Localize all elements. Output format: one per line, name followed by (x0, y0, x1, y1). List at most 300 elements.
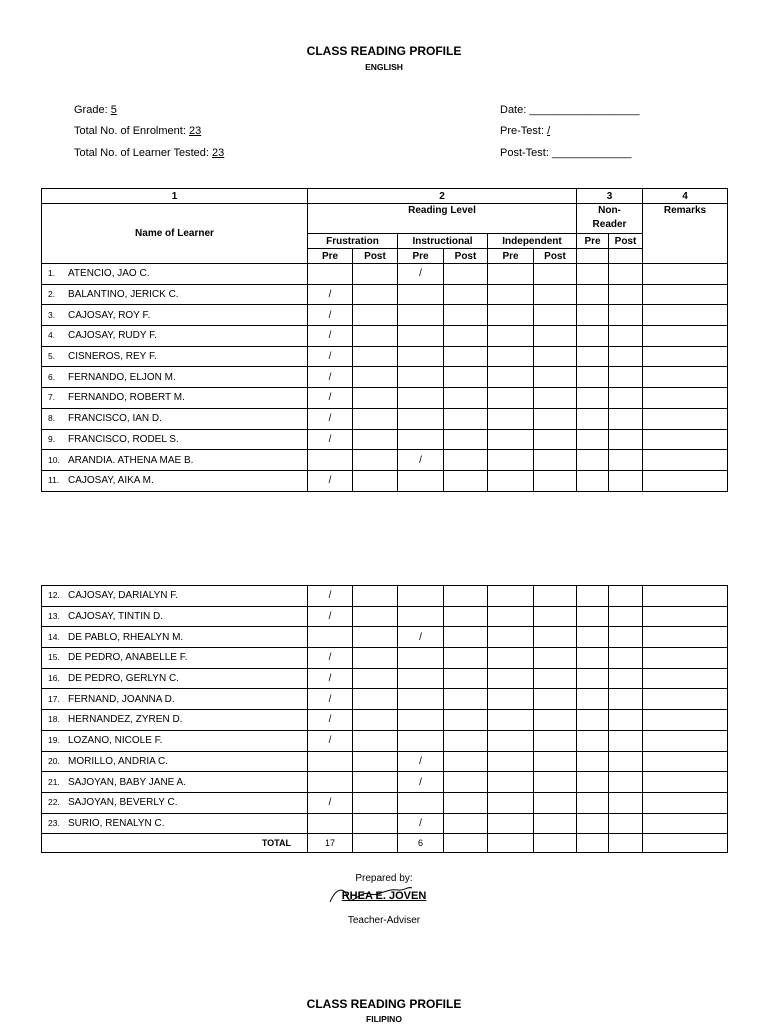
mark-cell (643, 450, 728, 471)
mark-cell: / (308, 284, 353, 305)
mark-cell (444, 689, 488, 710)
mark-cell (353, 388, 398, 409)
mark-cell (353, 586, 398, 607)
mark-cell (534, 751, 577, 772)
mark-cell (444, 730, 488, 751)
mark-cell (577, 305, 609, 326)
learner-name: FERNANDO, ROBERT M. (68, 392, 185, 404)
mark-cell (398, 367, 444, 388)
page2-title: CLASS READING PROFILE (306, 997, 462, 1011)
pretest-value: / (547, 125, 551, 137)
mark-cell (398, 689, 444, 710)
table-row (42, 648, 728, 669)
learner-name: SAJOYAN, BABY JANE A. (68, 776, 187, 788)
mark-cell (577, 367, 609, 388)
learner-name: CAJOSAY, TINTIN D. (68, 611, 164, 623)
mark-cell (488, 668, 534, 689)
mark-cell (643, 792, 728, 813)
table-row (42, 606, 728, 627)
learner-number: 19. (48, 735, 60, 746)
non-reader-pre-header: Pre (577, 234, 609, 249)
learner-name-cell (42, 450, 308, 471)
mark-cell (353, 450, 398, 471)
learner-name-cell (42, 305, 308, 326)
mark-cell (308, 450, 353, 471)
mark-cell (577, 792, 609, 813)
learner-name: ARANDIA. ATHENA MAE B. (68, 454, 194, 466)
mark-cell (577, 470, 609, 491)
remarks-header: Remarks (643, 204, 728, 264)
mark-cell (444, 367, 488, 388)
frustration-header: Frustration (308, 234, 398, 249)
posttest-info (500, 147, 632, 159)
mark-cell (353, 408, 398, 429)
mark-cell (353, 813, 398, 834)
grade-label: Grade: (74, 104, 111, 116)
learner-number: 20. (48, 755, 60, 766)
learner-number: 1. (48, 268, 56, 279)
pretest-label: Pre-Test: (500, 125, 548, 137)
enrolment-label: Total No. of Enrolment: (74, 125, 189, 137)
mark-cell (609, 792, 643, 813)
total-value (609, 834, 643, 853)
total-value (577, 834, 609, 853)
learner-name-cell (42, 648, 308, 669)
signatory-role: Teacher-Adviser (347, 915, 421, 926)
table-row (42, 792, 728, 813)
mark-cell (534, 305, 577, 326)
learner-name: HERNANDEZ, ZYREN D. (68, 714, 183, 726)
mark-cell (577, 346, 609, 367)
mark-cell (353, 264, 398, 285)
mark-cell (398, 284, 444, 305)
total-value (444, 834, 488, 853)
learner-name-cell (42, 264, 308, 285)
learner-name-cell (42, 792, 308, 813)
independent-post-header: Post (534, 249, 577, 264)
learner-name: FRANCISCO, IAN D. (68, 413, 162, 425)
mark-cell (488, 305, 534, 326)
empty-header-cell (609, 249, 643, 264)
column-number-1: 1 (42, 189, 308, 204)
table-row (42, 367, 728, 388)
learner-number: 2. (48, 289, 56, 300)
table-row (42, 326, 728, 347)
mark-cell (609, 388, 643, 409)
mark-cell (534, 606, 577, 627)
table-row (42, 772, 728, 793)
mark-cell (609, 648, 643, 669)
non-reader-header: Non- Reader (577, 204, 643, 234)
mark-cell (643, 689, 728, 710)
mark-cell (444, 326, 488, 347)
learner-name-cell (42, 730, 308, 751)
learner-number: 22. (48, 797, 60, 808)
enrolment-value: 23 (188, 125, 202, 137)
learner-name-cell (42, 772, 308, 793)
table-row (42, 450, 728, 471)
table-row (42, 689, 728, 710)
mark-cell (577, 429, 609, 450)
learner-number: 3. (48, 309, 56, 320)
mark-cell (353, 668, 398, 689)
learner-name-cell (42, 627, 308, 648)
mark-cell (609, 751, 643, 772)
mark-cell (444, 606, 488, 627)
learner-number: 11. (48, 475, 60, 486)
learner-name-cell (42, 408, 308, 429)
mark-cell (643, 284, 728, 305)
mark-cell (444, 668, 488, 689)
table-row (42, 429, 728, 450)
mark-cell (643, 668, 728, 689)
mark-cell (609, 367, 643, 388)
total-value (643, 834, 728, 853)
mark-cell (353, 367, 398, 388)
mark-cell (609, 772, 643, 793)
learner-name-cell (42, 751, 308, 772)
mark-cell (488, 346, 534, 367)
mark-cell (488, 284, 534, 305)
mark-cell (444, 710, 488, 731)
prepared-by-label: Prepared by: (355, 873, 413, 884)
mark-cell (577, 710, 609, 731)
mark-cell (353, 429, 398, 450)
mark-cell (643, 606, 728, 627)
mark-cell (643, 751, 728, 772)
mark-cell (488, 772, 534, 793)
mark-cell (353, 689, 398, 710)
learner-name-cell (42, 689, 308, 710)
page-subject: ENGLISH (365, 62, 403, 72)
mark-cell (308, 772, 353, 793)
mark-cell: / (398, 813, 444, 834)
mark-cell: / (308, 668, 353, 689)
learner-number: 10. (48, 454, 60, 465)
mark-cell (609, 668, 643, 689)
mark-cell: / (398, 264, 444, 285)
mark-cell (353, 648, 398, 669)
independent-pre-header: Pre (488, 249, 534, 264)
mark-cell (577, 627, 609, 648)
mark-cell: / (308, 305, 353, 326)
mark-cell (643, 408, 728, 429)
page2-subject: FILIPINO (366, 1014, 402, 1024)
frustration-post-header: Post (353, 249, 398, 264)
learner-number: 13. (48, 611, 60, 622)
mark-cell (577, 408, 609, 429)
grade-value: 5 (110, 104, 117, 116)
mark-cell (643, 813, 728, 834)
mark-cell (643, 326, 728, 347)
table-row (42, 284, 728, 305)
posttest-value: _____________ (551, 147, 632, 159)
mark-cell: / (308, 730, 353, 751)
learner-name-cell (42, 586, 308, 607)
independent-header: Independent (488, 234, 577, 249)
empty-header-cell (577, 249, 609, 264)
mark-cell (534, 470, 577, 491)
table-row (42, 586, 728, 607)
table-row (42, 408, 728, 429)
learner-number: 17. (48, 693, 60, 704)
mark-cell (488, 689, 534, 710)
learner-name: SAJOYAN, BEVERLY C. (68, 797, 178, 809)
table-row (42, 668, 728, 689)
mark-cell (577, 689, 609, 710)
mark-cell (534, 792, 577, 813)
signature-block (0, 890, 768, 902)
column-number-3: 3 (577, 189, 643, 204)
learner-number: 7. (48, 392, 56, 403)
mark-cell (488, 648, 534, 669)
mark-cell (488, 408, 534, 429)
learner-name: FERNAND, JOANNA D. (68, 693, 175, 705)
mark-cell (643, 772, 728, 793)
mark-cell (577, 586, 609, 607)
learner-name-cell (42, 606, 308, 627)
mark-cell (353, 730, 398, 751)
mark-cell (643, 730, 728, 751)
table-row (42, 710, 728, 731)
reading-profile-table-continued (41, 585, 728, 853)
mark-cell (643, 648, 728, 669)
mark-cell (308, 627, 353, 648)
mark-cell (398, 429, 444, 450)
posttest-label: Post-Test: (500, 147, 552, 159)
mark-cell (398, 388, 444, 409)
mark-cell (643, 470, 728, 491)
mark-cell (398, 305, 444, 326)
mark-cell (398, 710, 444, 731)
mark-cell (609, 305, 643, 326)
tested-info (74, 147, 224, 159)
mark-cell: / (308, 470, 353, 491)
learner-name: MORILLO, ANDRIA C. (68, 755, 169, 767)
mark-cell (534, 367, 577, 388)
learner-name-cell (42, 346, 308, 367)
mark-cell (643, 264, 728, 285)
mark-cell (444, 305, 488, 326)
learner-number: 4. (48, 330, 56, 341)
mark-cell (534, 346, 577, 367)
learner-name: FERNANDO, ELJON M. (68, 371, 176, 383)
mark-cell (398, 408, 444, 429)
column-number-2: 2 (308, 189, 577, 204)
mark-cell (444, 648, 488, 669)
mark-cell (444, 284, 488, 305)
instructional-post-header: Post (444, 249, 488, 264)
learner-number: 8. (48, 413, 56, 424)
mark-cell (609, 346, 643, 367)
mark-cell (609, 284, 643, 305)
mark-cell (398, 730, 444, 751)
table-row (42, 346, 728, 367)
learner-number: 14. (48, 631, 60, 642)
mark-cell (444, 346, 488, 367)
mark-cell (398, 586, 444, 607)
learner-name: CAJOSAY, DARIALYN F. (68, 590, 179, 602)
mark-cell (577, 668, 609, 689)
mark-cell: / (308, 429, 353, 450)
mark-cell: / (398, 751, 444, 772)
mark-cell (398, 346, 444, 367)
learner-name-cell (42, 367, 308, 388)
mark-cell (609, 429, 643, 450)
mark-cell: / (308, 388, 353, 409)
mark-cell (444, 450, 488, 471)
mark-cell (488, 751, 534, 772)
mark-cell (488, 792, 534, 813)
table-row (42, 305, 728, 326)
learner-number: 5. (48, 351, 56, 362)
reading-level-header: Reading Level (308, 204, 577, 234)
instructional-pre-header: Pre (398, 249, 444, 264)
learner-number: 23. (48, 817, 60, 828)
mark-cell (534, 326, 577, 347)
mark-cell (577, 450, 609, 471)
mark-cell (643, 710, 728, 731)
mark-cell (308, 813, 353, 834)
date-info (500, 104, 639, 116)
mark-cell (643, 388, 728, 409)
learner-name: ATENCIO, JAO C. (68, 268, 150, 280)
table-row (42, 388, 728, 409)
pretest-info (500, 125, 550, 137)
mark-cell (353, 346, 398, 367)
learner-number: 6. (48, 371, 56, 382)
mark-cell (577, 751, 609, 772)
mark-cell (398, 470, 444, 491)
mark-cell (534, 730, 577, 751)
mark-cell (308, 264, 353, 285)
tested-value: 23 (212, 147, 225, 159)
total-row (42, 834, 728, 853)
learner-number: 21. (48, 776, 60, 787)
mark-cell (353, 710, 398, 731)
learner-name-cell (42, 284, 308, 305)
mark-cell (444, 751, 488, 772)
mark-cell (444, 264, 488, 285)
mark-cell (534, 813, 577, 834)
mark-cell (534, 450, 577, 471)
mark-cell: / (398, 627, 444, 648)
table-row (42, 470, 728, 491)
mark-cell (577, 326, 609, 347)
learner-name: DE PEDRO, ANABELLE F. (68, 652, 188, 664)
total-value (488, 834, 534, 853)
mark-cell (534, 689, 577, 710)
mark-cell (609, 326, 643, 347)
enrolment-info (74, 125, 201, 137)
learner-name-cell (42, 429, 308, 450)
mark-cell (534, 408, 577, 429)
learner-name-cell (42, 668, 308, 689)
mark-cell (609, 408, 643, 429)
table-row (42, 627, 728, 648)
mark-cell (488, 813, 534, 834)
learner-name: LOZANO, NICOLE F. (68, 735, 163, 747)
mark-cell (488, 470, 534, 491)
mark-cell (488, 326, 534, 347)
mark-cell: / (308, 367, 353, 388)
mark-cell: / (308, 710, 353, 731)
mark-cell (353, 792, 398, 813)
mark-cell (353, 772, 398, 793)
mark-cell (398, 668, 444, 689)
table-row (42, 813, 728, 834)
mark-cell (534, 668, 577, 689)
mark-cell (488, 264, 534, 285)
mark-cell (488, 710, 534, 731)
mark-cell: / (398, 772, 444, 793)
mark-cell (534, 388, 577, 409)
mark-cell (609, 627, 643, 648)
mark-cell (534, 429, 577, 450)
learner-name: BALANTINO, JERICK C. (68, 289, 179, 301)
non-reader-post-header: Post (609, 234, 643, 249)
mark-cell (577, 264, 609, 285)
learner-name: SURIO, RENALYN C. (68, 817, 165, 829)
learner-name: CAJOSAY, AIKA M. (68, 475, 154, 487)
mark-cell: / (308, 346, 353, 367)
mark-cell (643, 367, 728, 388)
mark-cell (643, 627, 728, 648)
mark-cell (353, 284, 398, 305)
learner-number: 9. (48, 433, 56, 444)
mark-cell (488, 450, 534, 471)
mark-cell (398, 326, 444, 347)
mark-cell (488, 429, 534, 450)
mark-cell (398, 792, 444, 813)
date-value: __________________ (529, 104, 640, 116)
mark-cell (534, 710, 577, 731)
mark-cell (444, 586, 488, 607)
learner-name-cell (42, 470, 308, 491)
mark-cell (444, 627, 488, 648)
mark-cell: / (308, 586, 353, 607)
learner-name: DE PEDRO, GERLYN C. (68, 673, 179, 685)
total-label: TOTAL (42, 834, 308, 853)
mark-cell (444, 792, 488, 813)
mark-cell: / (308, 326, 353, 347)
mark-cell (488, 388, 534, 409)
learner-name-cell (42, 388, 308, 409)
date-label: Date: (500, 104, 530, 116)
mark-cell (609, 586, 643, 607)
mark-cell (609, 813, 643, 834)
mark-cell (577, 388, 609, 409)
instructional-header: Instructional (398, 234, 488, 249)
mark-cell (609, 689, 643, 710)
mark-cell (577, 606, 609, 627)
mark-cell (643, 305, 728, 326)
mark-cell: / (308, 408, 353, 429)
learner-number: 12. (48, 590, 60, 601)
total-value (353, 834, 398, 853)
mark-cell (353, 470, 398, 491)
mark-cell (534, 627, 577, 648)
mark-cell (609, 450, 643, 471)
column-number-4: 4 (643, 189, 728, 204)
table-row (42, 751, 728, 772)
mark-cell (444, 388, 488, 409)
mark-cell (643, 586, 728, 607)
mark-cell (534, 772, 577, 793)
learner-name: DE PABLO, RHEALYN M. (68, 631, 184, 643)
mark-cell (398, 606, 444, 627)
mark-cell (534, 648, 577, 669)
